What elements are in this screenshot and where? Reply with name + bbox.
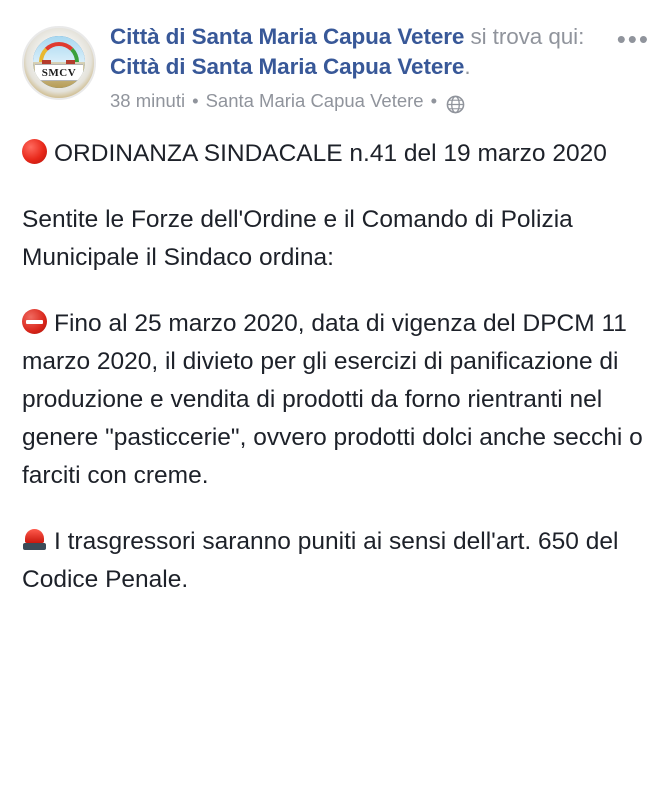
no-entry-icon [22, 309, 47, 334]
checkin-prefix: si trova qui: [470, 24, 585, 49]
checkin-place[interactable]: Città di Santa Maria Capua Vetere [110, 54, 465, 79]
post-location[interactable]: Santa Maria Capua Vetere [205, 90, 424, 111]
post-header [22, 22, 650, 113]
post-paragraph-text: Sentite le Forze dell'Ordine e il Comando di Polizia Municipale il Sindaco ordina: [22, 206, 573, 271]
post-timestamp[interactable]: 38 minuti [110, 90, 186, 111]
checkin-period: . [464, 54, 471, 79]
globe-icon[interactable] [446, 95, 465, 114]
author-name[interactable]: Città di Santa Maria Capua Vetere [110, 24, 465, 49]
post-paragraph-text: ORDINANZA SINDACALE n.41 del 19 marzo 2020 [54, 140, 607, 167]
municipal-crest-icon [33, 36, 85, 88]
post-paragraph [22, 135, 650, 173]
siren-icon [22, 527, 47, 552]
crest-ribbon-text: SMCV [35, 64, 83, 81]
post-body [22, 135, 650, 599]
post-paragraph [22, 201, 650, 277]
post-paragraph [22, 523, 650, 599]
more-options-icon[interactable]: ••• [616, 24, 650, 54]
meta-separator-1: • [192, 90, 199, 111]
meta-separator-2: • [430, 90, 438, 111]
avatar[interactable] [22, 26, 96, 100]
post-paragraph [22, 305, 650, 495]
post-header-text [110, 22, 650, 113]
red-circle-icon [22, 139, 47, 164]
post-paragraph-text: I trasgressori saranno puniti ai sensi dell'art. 650 del Codice Penale. [22, 528, 619, 593]
post-title-line [110, 22, 604, 82]
post-paragraph-text: Fino al 25 marzo 2020, data di vigenza del DPCM 11 marzo 2020, il divieto per gli esercizi di panificazione di produzione e vendita di prodotti da forno rientranti nel genere "pasticcerie", ovvero prodotti dolci anche secchi o farciti con creme. [22, 310, 643, 489]
post-meta [110, 89, 604, 113]
